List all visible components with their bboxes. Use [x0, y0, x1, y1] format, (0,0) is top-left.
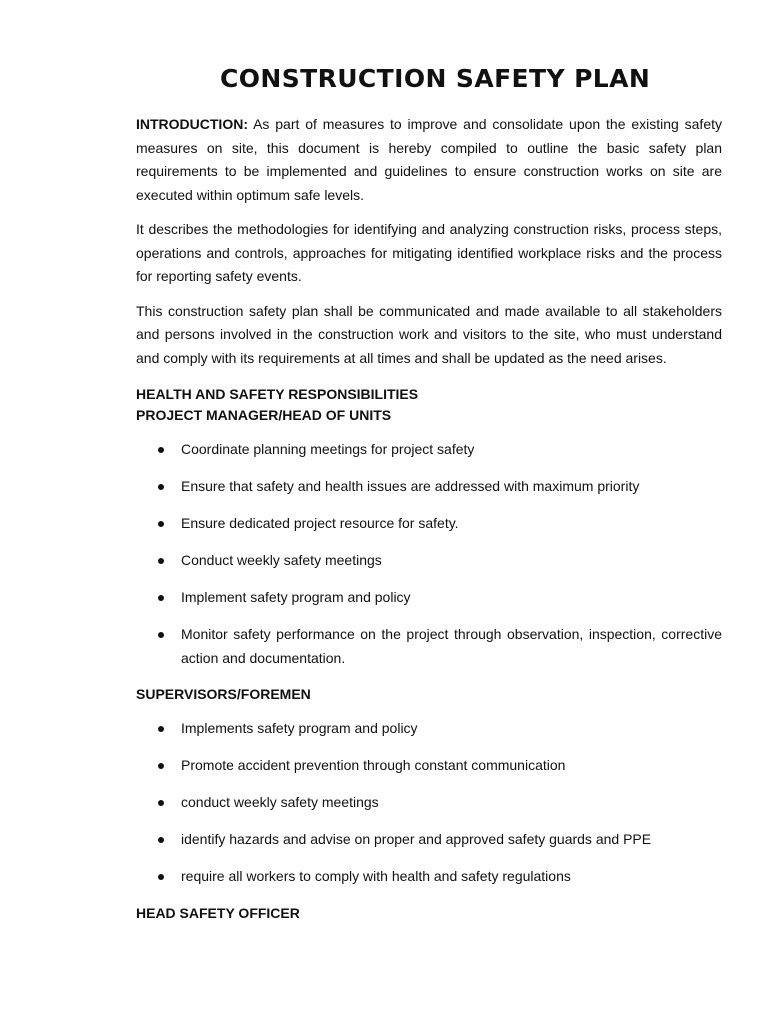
list-item: [136, 549, 722, 573]
list-item-text: Ensure dedicated project resource for safety.: [181, 515, 459, 532]
section-heading-project-manager: PROJECT MANAGER/HEAD OF UNITS: [136, 407, 392, 423]
list-item: [136, 475, 722, 499]
bullet-icon: [158, 763, 164, 769]
intro-label: INTRODUCTION:: [136, 116, 248, 132]
section-heading-head-safety-officer: HEAD SAFETY OFFICER: [136, 904, 300, 921]
list-item-text: identify hazards and advise on proper and approved safety guards and PPE: [181, 831, 652, 848]
intro-paragraph: [136, 113, 722, 207]
list-item: [136, 717, 722, 741]
list-item: [136, 623, 722, 670]
list-item: [136, 586, 722, 610]
section-heading-supervisors: SUPERVISORS/FOREMEN: [136, 686, 311, 703]
list-item-text: Monitor safety performance on the project through observation, inspection, corrective action and documentation.: [181, 626, 722, 666]
intro-text: As part of measures to improve and consolidate upon the existing safety measures on site, this document is hereby compiled to outline the basic safety plan requirements to be implemented and guidelines to ensure construction works on site are executed within optimum safe levels.: [136, 116, 722, 203]
list-item-text: Ensure that safety and health issues are addressed with maximum priority: [181, 478, 640, 495]
bullet-icon: [158, 726, 164, 732]
list-item: [136, 512, 722, 536]
list-item: [136, 828, 722, 852]
bullet-icon: [158, 484, 164, 490]
list-item: [136, 438, 722, 462]
communication-paragraph: This construction safety plan shall be communicated and made available to all stakeholders and persons involved in the construction work and visitors to the site, who must understand and comply with its requirements at all times and shall be updated as the need arises.: [136, 302, 722, 366]
bullet-icon: [158, 558, 164, 564]
document-title: CONSTRUCTION SAFETY PLAN: [220, 64, 651, 93]
bullet-icon: [158, 800, 164, 806]
list-item-text: conduct weekly safety meetings: [181, 794, 379, 811]
list-item-text: Conduct weekly safety meetings: [181, 552, 382, 569]
list-item-text: require all workers to comply with health and safety regulations: [181, 868, 571, 885]
supervisors-list: [136, 717, 722, 889]
list-item-text: Coordinate planning meetings for project safety: [181, 441, 475, 457]
project-manager-list: [136, 438, 722, 670]
bullet-icon: [158, 447, 164, 453]
list-item-text: Implement safety program and policy: [181, 589, 411, 606]
bullet-icon: [158, 595, 164, 601]
list-item: [136, 791, 722, 815]
list-item-text: Implements safety program and policy: [181, 720, 418, 737]
list-item: [136, 754, 722, 778]
bullet-icon: [158, 837, 164, 843]
bullet-icon: [158, 521, 164, 527]
methodology-paragraph: It describes the methodologies for identifying and analyzing construction risks, process steps, operations and controls, approaches for mitigating identified workplace risks and the process for reporting safety events.: [136, 221, 722, 284]
bullet-icon: [158, 874, 164, 880]
section-heading-responsibilities: HEALTH AND SAFETY RESPONSIBILITIES: [136, 386, 419, 402]
list-item: [136, 865, 722, 889]
list-item-text: Promote accident prevention through constant communication: [181, 757, 566, 774]
bullet-icon: [158, 632, 164, 638]
